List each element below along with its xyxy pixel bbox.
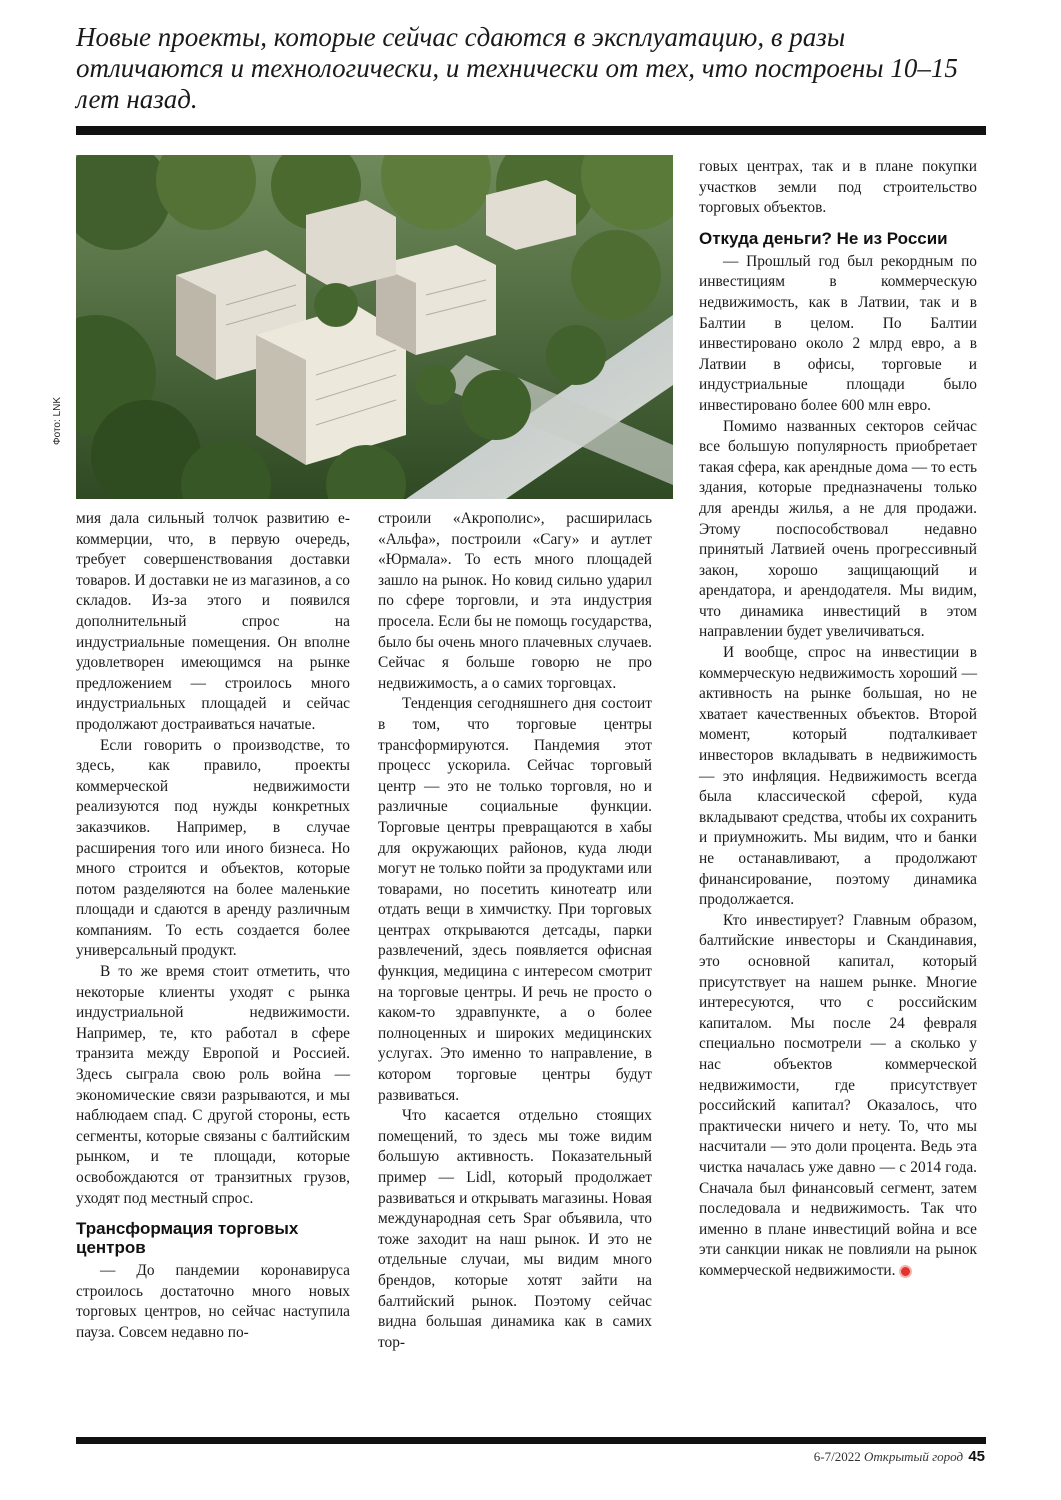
paragraph: мия дала сильный толчок развитию e-коммерции, что, в первую очередь, требует совершенствования доставки товаров. И доставки не из магазинов, а со складов. Из-за этого и появился дополнительный спрос на индустриальные помещения. Он вполне удовлетворен имеющимся на рынке предложением — строилось много индустриальных площадей и сейчас продолжают достраиваться начатые. xyxy=(76,510,350,733)
paragraph: Помимо названных секторов сейчас все большую популярность приобретает такая сфера, как арендные дома — то есть здания, которые предназначены только для аренды жилья, а не для продажи. Этому поспособствовал недавно принятый Латвией очень прогрессивный закон, хорошо защищающий и арендатора, и арендодателя. Мы видим, что динамика инвестиций в этом направлении будет увеличиваться. xyxy=(699,417,977,641)
top-divider xyxy=(76,126,986,135)
paragraph-text: Кто инвестирует? Главным образом, балтийские инвесторы и Скандинавия, это основной капитал, который присутствует на нашем рынке. Многие интересуются, что с российским капиталом. Мы после 24 февраля специально посмотрели — а сколько у нас объектов коммерческой недвижимости, где присутствует российский капитал? Оказалось, что практически ничего и нету. То, что мы насчитали — это доли процента. Ведь эта чистка началась уже давно — с 2014 года. Сначала был финансовый сегмент, затем последовала и недвижимость. Так что именно в плане инвестиций война и все эти санкции никак не повлияли на рынок коммерческой недвижимости. xyxy=(699,911,977,1279)
issue-number: 6-7/2022 xyxy=(813,1449,861,1464)
page-number: 45 xyxy=(968,1448,985,1465)
bottom-divider xyxy=(76,1437,986,1444)
page-footer xyxy=(814,1448,985,1465)
paragraph: строили «Акрополис», расширилась «Альфа», построили «Сагу» и аутлет «Юрмала». То есть много площадей зашло на рынок. Но ковид сильно ударил по сфере торговли, и эта индустрия просела. Если бы не помощь государства, было бы очень много плачевных случаев. Сейчас я больше говорю не про недвижимость, а о самих торговцах. xyxy=(378,510,652,692)
column-2 xyxy=(378,509,652,1353)
column-1 xyxy=(76,509,350,1344)
paragraph: Что касается отдельно стоящих помещений, то здесь мы тоже видим большую активность. Показательный пример — Lidl, который продолжает развиваться и открывать магазины. Новая международная сеть Spar объявила, что тоже заходит на наш рынок. И это не отдельные случаи, мы видим много брендов, которые хотят зайти на балтийский рынок. Поэтому сейчас видна большая динамика как в самих тор- xyxy=(378,1107,652,1351)
aerial-building-photo-icon xyxy=(76,155,673,499)
photo-credit: Фото: LNK xyxy=(52,397,63,445)
paragraph: говых центрах, так и в плане покупки участков земли под строительство торговых объектов. xyxy=(699,158,977,217)
paragraph: Если говорить о производстве, то здесь, как правило, проекты коммерческой недвижимости реализуются под нужды конкретных заказчиков. Например, в случае расширения того или иного бизнеса. Но много строится и объектов, которые потом разделяются на более маленькие площади и сдаются в аренду различным компаниям. То есть создается более универсальный продукт. xyxy=(76,736,350,960)
paragraph: — До пандемии коронавируса строилось достаточно много новых торговых центров, но сейчас наступила пауза. Совсем недавно по- xyxy=(76,1262,350,1341)
paragraph: В то же время стоит отметить, что некоторые клиенты уходят с рынка индустриальной недвижимости. Например, те, кто работал в сфере транзита между Европой и Россией. Здесь сыграла свою роль война — экономические связи разрываются, и мы наблюдаем спад. С другой стороны, есть сегменты, которые связаны с балтийским рынком, и те площади, которые освобождаются от транзитных грузов, уходят под местный спрос. xyxy=(76,963,350,1207)
paragraph xyxy=(699,911,977,1282)
magazine-name: Открытый город xyxy=(863,1449,964,1464)
paragraph: Тенденция сегодняшнего дня состоит в том, что торговые центры трансформируются. Пандемия этот процесс ускорила. Сейчас торговый центр — это не только торговля, но и различные социальные функции. Торговые центры превращаются в хабы для окружающих районов, куда люди могут не только пойти за продуктами или товарами, но посетить кинотеатр или отдать вещи в химчистку. При торговых центрах открываются детсады, парки развлечений, здесь появляется офисная функция, медицина с интересом смотрит на торговые центры. И речь не просто о каком-то здравпункте, а о более полноценных и широких медицинских услугах. Это именно то направление, в котором торговые центры будут развиваться. xyxy=(378,695,652,1104)
end-of-article-icon xyxy=(899,1265,912,1278)
paragraph: — Прошлый год был рекордным по инвестициям в коммерческую недвижимость, как в Латвии, так и в Балтии в целом. По Балтии инвестировано около 2 млрд евро, а в Латвии в офисы, торговые и индустриальные площади было инвестировано более 600 млн евро. xyxy=(699,252,977,414)
section-heading: Откуда деньги? Не из России xyxy=(699,228,948,248)
column-3 xyxy=(699,157,977,1281)
article-photo xyxy=(76,155,673,499)
pull-quote: Новые проекты, которые сейчас сдаются в эксплуатацию, в разы отличаются и технологически, и технически от тех, что построены 10–15 лет назад. xyxy=(76,22,958,114)
section-heading: Трансформация торговых центров xyxy=(76,1219,299,1258)
paragraph: И вообще, спрос на инвестиции в коммерческую недвижимость хороший — активность на рынке большая, но не хватает качественных объектов. Второй момент, который подталкивает инвесторов вкладывать в недвижимость — это инфляция. Недвижимость всегда была классической сферой, куда вкладывают средства, чтобы их сохранить и приумножить. Мы видим, что и банки не останавливают, а продолжают финансирование, поэтому динамика продолжается. xyxy=(699,644,977,909)
